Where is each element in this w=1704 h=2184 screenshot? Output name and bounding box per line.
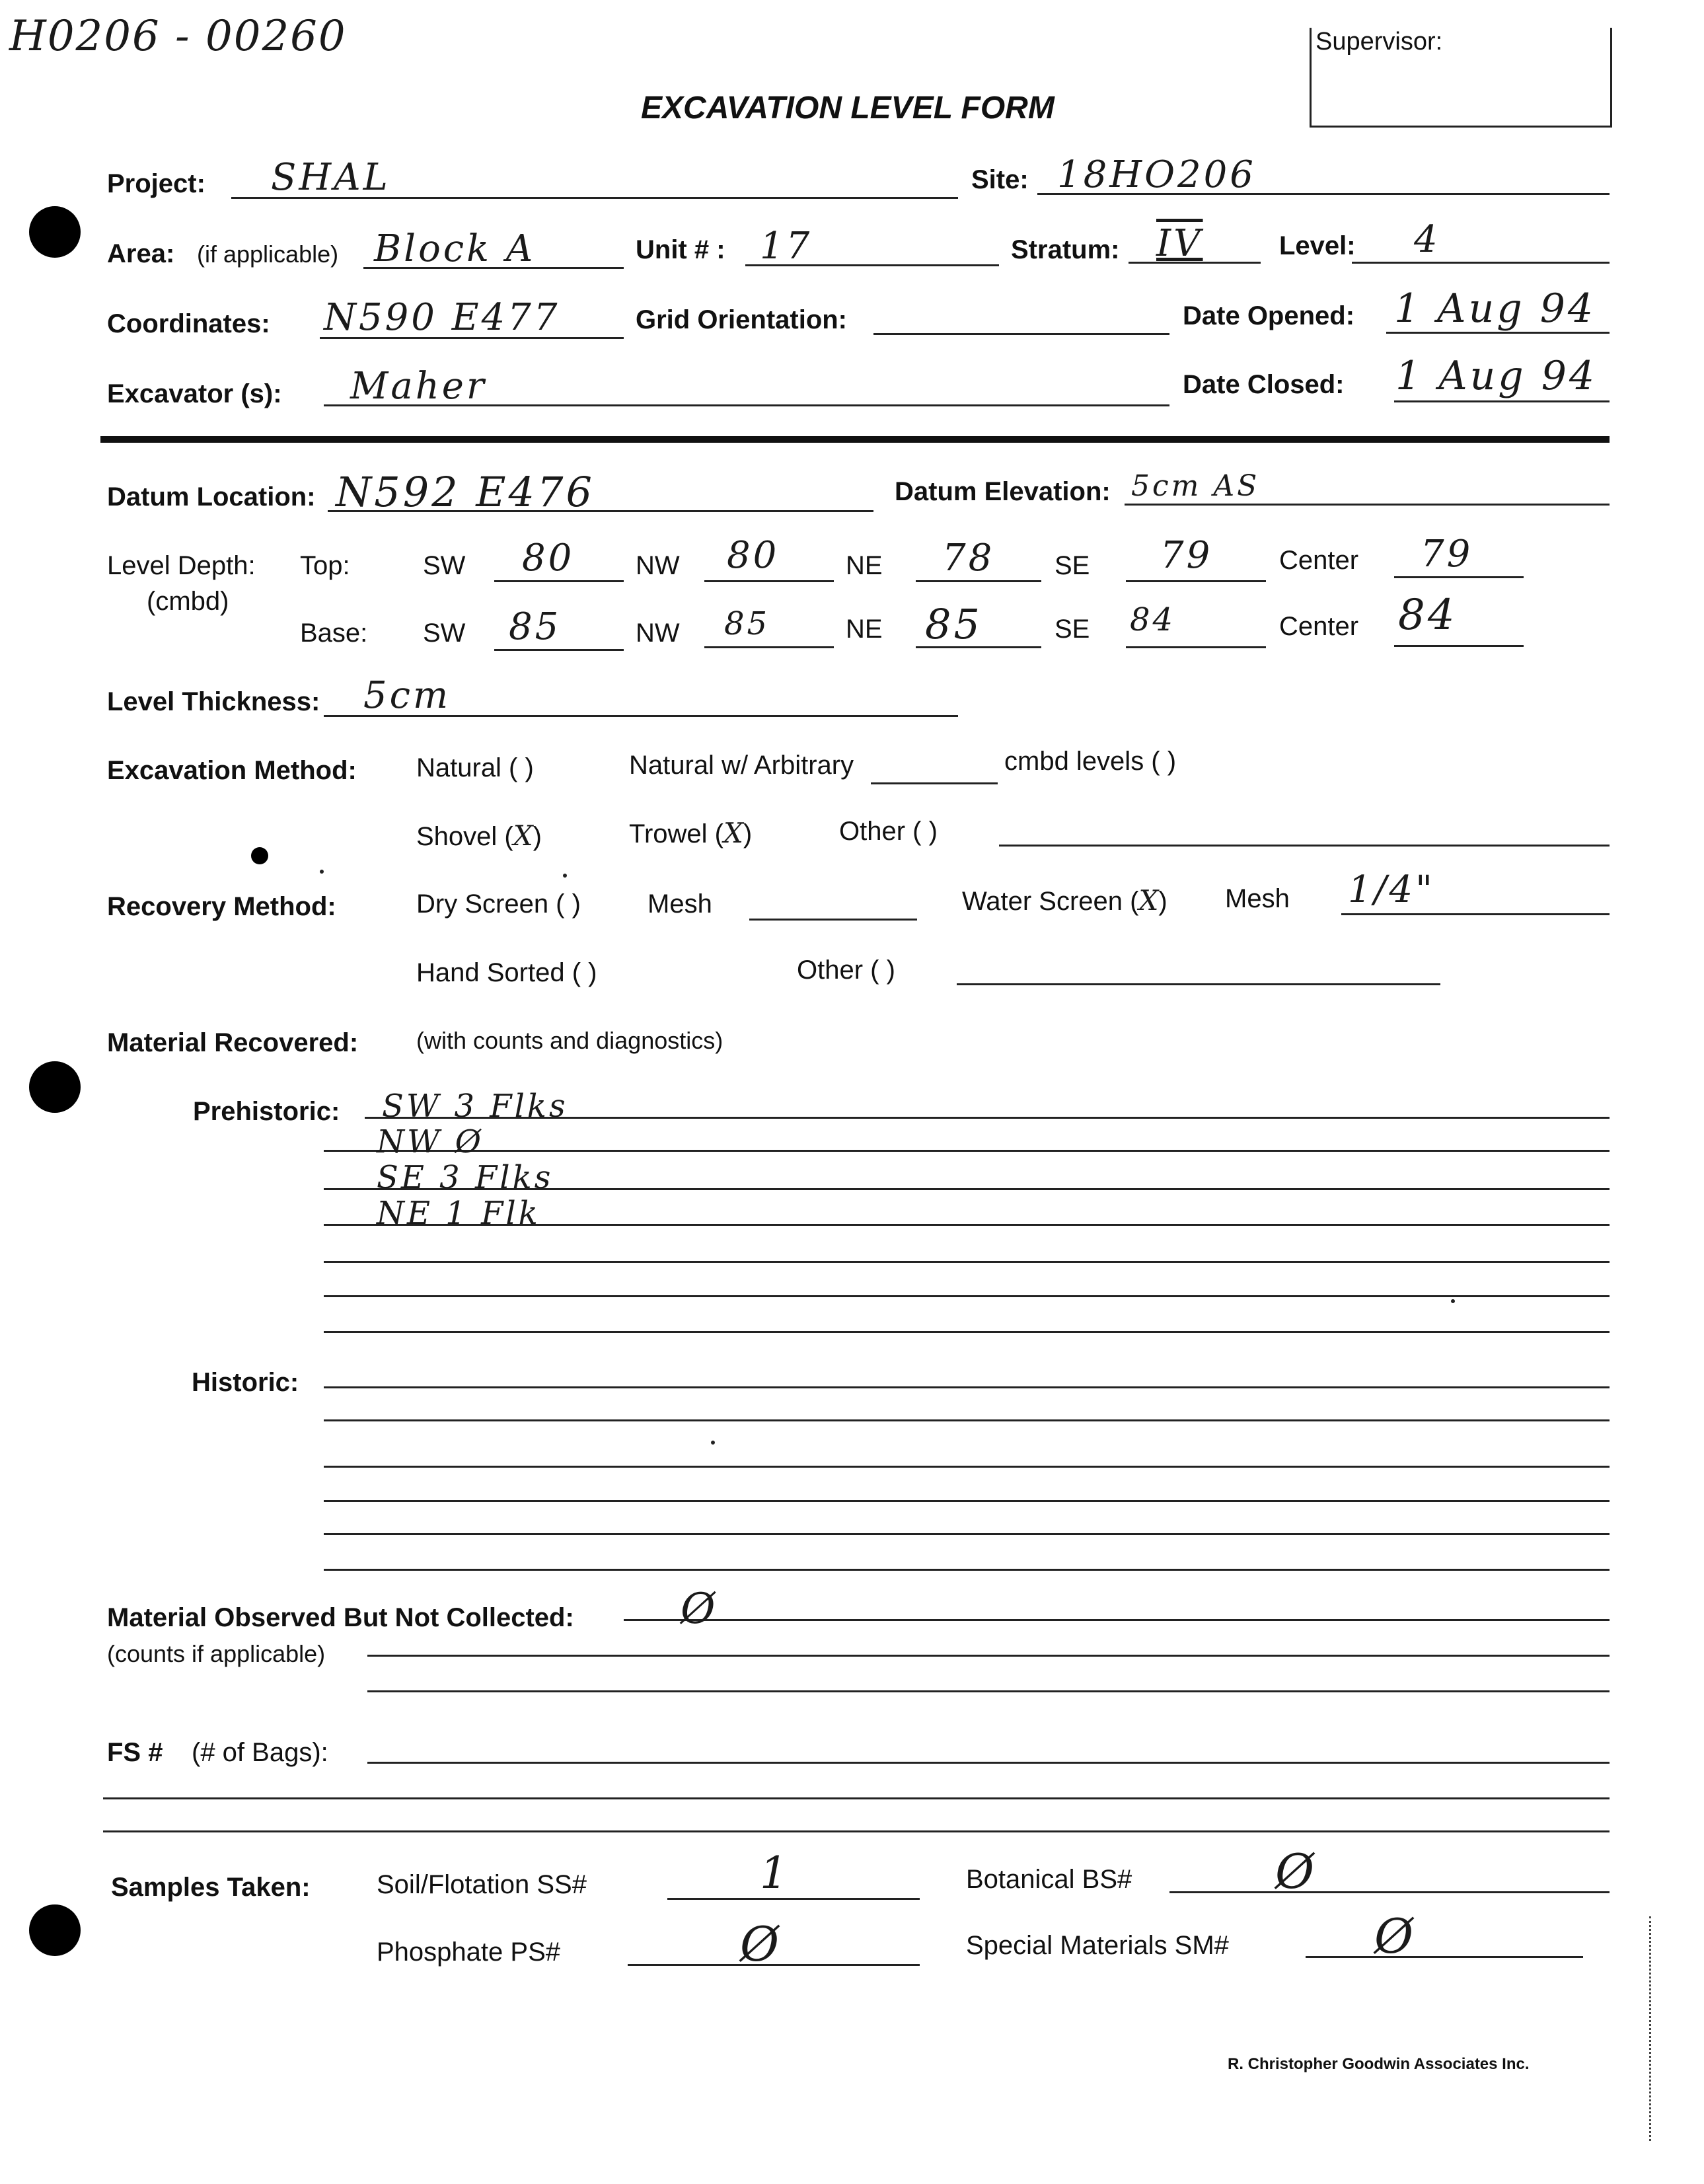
thickness-value: 5cm — [363, 674, 451, 717]
trowel-close: ) — [743, 819, 753, 848]
date-opened-field[interactable] — [1386, 332, 1610, 334]
soil-flotation-field[interactable] — [667, 1898, 920, 1900]
binder-hole-2 — [29, 1061, 81, 1113]
shovel-label: Shovel ( — [416, 822, 513, 851]
fs-line[interactable] — [103, 1830, 1610, 1832]
area-label: Area: — [107, 239, 175, 268]
base-center-field[interactable] — [1394, 645, 1524, 647]
soil-flotation-label: Soil/Flotation SS# — [377, 1870, 587, 1899]
historic-label: Historic: — [192, 1368, 299, 1397]
prehistoric-line[interactable] — [324, 1261, 1610, 1263]
base-se-field[interactable] — [1126, 646, 1266, 648]
excavation-other-field[interactable] — [999, 845, 1610, 847]
area-note: (if applicable) — [197, 241, 339, 268]
datum-elevation-label: Datum Elevation: — [895, 477, 1111, 506]
excavators-value: Maher — [350, 365, 487, 408]
excavation-method-label: Excavation Method: — [107, 756, 357, 785]
natural-arbitrary-option[interactable]: Natural w/ Arbitrary — [629, 751, 854, 780]
phosphate-label: Phosphate PS# — [377, 1938, 560, 1967]
botanical-label: Botanical BS# — [966, 1865, 1132, 1894]
observed-value: Ø — [681, 1585, 718, 1634]
observed-field[interactable] — [624, 1619, 1610, 1621]
datum-location-label: Datum Location: — [107, 482, 316, 511]
samples-label: Samples Taken: — [111, 1873, 311, 1902]
level-depth-label: Level Depth: — [107, 551, 256, 580]
top-sw-value: 80 — [522, 537, 575, 580]
form-title: EXCAVATION LEVEL FORM — [641, 91, 1055, 126]
speck — [711, 1441, 715, 1445]
top-nw-label: NW — [636, 551, 680, 580]
level-value: 4 — [1414, 218, 1440, 261]
grid-orientation-label: Grid Orientation: — [636, 305, 847, 334]
level-label: Level: — [1279, 231, 1356, 260]
base-label: Base: — [300, 619, 368, 648]
historic-line[interactable] — [324, 1466, 1610, 1468]
site-label: Site: — [971, 165, 1029, 194]
top-ne-label: NE — [846, 551, 883, 580]
base-center-label: Center — [1279, 612, 1359, 641]
base-se-label: SE — [1055, 615, 1090, 644]
excavation-other-option[interactable]: Other ( ) — [839, 817, 938, 846]
top-nw-field[interactable] — [704, 580, 834, 582]
phosphate-value: Ø — [740, 1916, 782, 1972]
speck — [1451, 1299, 1455, 1303]
stratum-value: IV — [1156, 222, 1203, 265]
speck — [320, 870, 324, 874]
prehistoric-line[interactable] — [324, 1150, 1610, 1152]
recovery-other-option[interactable]: Other ( ) — [797, 956, 895, 985]
prehistoric-entry: SW 3 Flks — [382, 1088, 568, 1125]
fs-label: FS # — [107, 1738, 163, 1767]
prehistoric-line[interactable] — [324, 1331, 1610, 1333]
shovel-check: X — [513, 819, 533, 852]
datum-location-value: N592 E476 — [336, 468, 595, 516]
fs-field[interactable] — [367, 1762, 1610, 1764]
coordinates-value: N590 E477 — [324, 296, 560, 339]
botanical-value: Ø — [1275, 1844, 1317, 1899]
base-nw-label: NW — [636, 619, 680, 648]
supervisor-box[interactable] — [1310, 28, 1612, 128]
special-materials-label: Special Materials SM# — [966, 1931, 1229, 1960]
date-opened-value: 1 Aug 94 — [1394, 285, 1596, 332]
footer-company: R. Christopher Goodwin Associates Inc. — [1228, 2055, 1530, 2073]
base-sw-field[interactable] — [494, 649, 624, 651]
shovel-option[interactable] — [416, 819, 542, 852]
prehistoric-entry: SE 3 Flks — [377, 1159, 554, 1196]
datum-elevation-value: 5cm AS — [1131, 469, 1260, 503]
base-ne-value: 85 — [925, 600, 982, 648]
dry-mesh-field[interactable] — [749, 919, 917, 921]
recovery-method-label: Recovery Method: — [107, 892, 336, 921]
water-screen-label: Water Screen ( — [962, 887, 1139, 916]
margin-mark — [1649, 1916, 1653, 2141]
grid-orientation-field[interactable] — [873, 333, 1169, 335]
historic-line[interactable] — [324, 1569, 1610, 1571]
historic-line[interactable] — [324, 1500, 1610, 1502]
water-mesh-label: Mesh — [1225, 884, 1290, 913]
base-center-value: 84 — [1398, 591, 1458, 640]
material-recovered-label: Material Recovered: — [107, 1028, 359, 1057]
base-nw-value: 85 — [724, 605, 770, 642]
top-se-value: 79 — [1160, 534, 1213, 577]
cmbd-levels-option[interactable]: cmbd levels ( ) — [1004, 747, 1177, 776]
datum-elevation-field[interactable] — [1125, 504, 1610, 506]
thickness-label: Level Thickness: — [107, 687, 320, 716]
dry-screen-option[interactable]: Dry Screen ( ) — [416, 889, 581, 919]
date-opened-label: Date Opened: — [1183, 301, 1355, 330]
material-recovered-note: (with counts and diagnostics) — [416, 1027, 723, 1054]
date-closed-field[interactable] — [1394, 400, 1610, 402]
date-closed-value: 1 Aug 94 — [1395, 353, 1598, 399]
top-label: Top: — [300, 551, 350, 580]
fs-line[interactable] — [103, 1797, 1610, 1799]
historic-line[interactable] — [324, 1386, 1610, 1388]
top-center-value: 79 — [1421, 533, 1473, 576]
recovery-other-field[interactable] — [957, 983, 1440, 985]
special-materials-value: Ø — [1374, 1908, 1417, 1964]
observed-line[interactable] — [367, 1690, 1610, 1692]
level-field[interactable] — [1352, 262, 1610, 264]
base-nw-field[interactable] — [704, 646, 834, 648]
prehistoric-label: Prehistoric: — [193, 1097, 340, 1126]
historic-line[interactable] — [324, 1533, 1610, 1535]
project-value: SHAL — [271, 156, 390, 199]
historic-line[interactable] — [324, 1419, 1610, 1421]
prehistoric-entry: NW Ø — [377, 1123, 484, 1160]
top-nw-value: 80 — [727, 534, 780, 577]
project-label: Project: — [107, 169, 205, 198]
trowel-label: Trowel ( — [629, 819, 723, 848]
natural-option[interactable]: Natural ( ) — [416, 753, 534, 782]
top-sw-field[interactable] — [494, 580, 624, 582]
top-sw-label: SW — [423, 551, 466, 580]
top-center-label: Center — [1279, 546, 1359, 575]
top-ne-value: 78 — [942, 537, 995, 580]
binder-hole-3 — [29, 1904, 81, 1956]
prehistoric-entry: NE 1 Flk — [377, 1195, 540, 1232]
excavators-label: Excavator (s): — [107, 379, 282, 408]
prehistoric-line[interactable] — [324, 1295, 1610, 1297]
base-sw-label: SW — [423, 619, 466, 648]
hand-sorted-option[interactable]: Hand Sorted ( ) — [416, 958, 597, 987]
water-screen-close: ) — [1158, 887, 1167, 916]
botanical-field[interactable] — [1169, 1891, 1610, 1893]
stratum-label: Stratum: — [1011, 235, 1120, 264]
ink-blot — [251, 847, 268, 864]
level-depth-unit: (cmbd) — [147, 587, 229, 616]
section-divider — [100, 436, 1610, 443]
dry-mesh-label: Mesh — [648, 889, 712, 919]
coordinates-label: Coordinates: — [107, 309, 270, 338]
supervisor-label: Supervisor: — [1315, 28, 1443, 56]
observed-note: (counts if applicable) — [107, 1640, 326, 1667]
top-se-label: SE — [1055, 551, 1090, 580]
water-mesh-field[interactable] — [1341, 913, 1610, 915]
base-sw-value: 85 — [509, 605, 562, 648]
water-mesh-value: 1/4" — [1348, 868, 1435, 911]
soil-flotation-value: 1 — [760, 1848, 790, 1899]
observed-line[interactable] — [367, 1655, 1610, 1657]
shovel-close: ) — [533, 822, 542, 851]
binder-hole-1 — [29, 206, 81, 258]
water-screen-option[interactable] — [962, 884, 1167, 917]
top-ne-field[interactable] — [916, 580, 1041, 582]
trowel-option[interactable] — [629, 817, 752, 849]
top-center-field[interactable] — [1394, 576, 1524, 578]
trowel-check: X — [723, 817, 743, 849]
unit-value: 17 — [760, 225, 813, 268]
special-materials-field[interactable] — [1306, 1956, 1583, 1958]
fs-note: (# of Bags): — [192, 1738, 328, 1767]
area-value: Block A — [374, 227, 536, 270]
base-se-value: 84 — [1130, 601, 1176, 638]
arbitrary-interval-field[interactable] — [871, 782, 998, 784]
water-screen-check: X — [1138, 884, 1159, 917]
speck — [563, 874, 567, 878]
date-closed-label: Date Closed: — [1183, 370, 1345, 399]
document-id: H0206 - 00260 — [9, 12, 347, 61]
observed-label: Material Observed But Not Collected: — [107, 1603, 574, 1632]
site-value: 18HO206 — [1057, 153, 1256, 196]
top-se-field[interactable] — [1126, 580, 1266, 582]
unit-label: Unit # : — [636, 235, 725, 264]
base-ne-label: NE — [846, 615, 883, 644]
